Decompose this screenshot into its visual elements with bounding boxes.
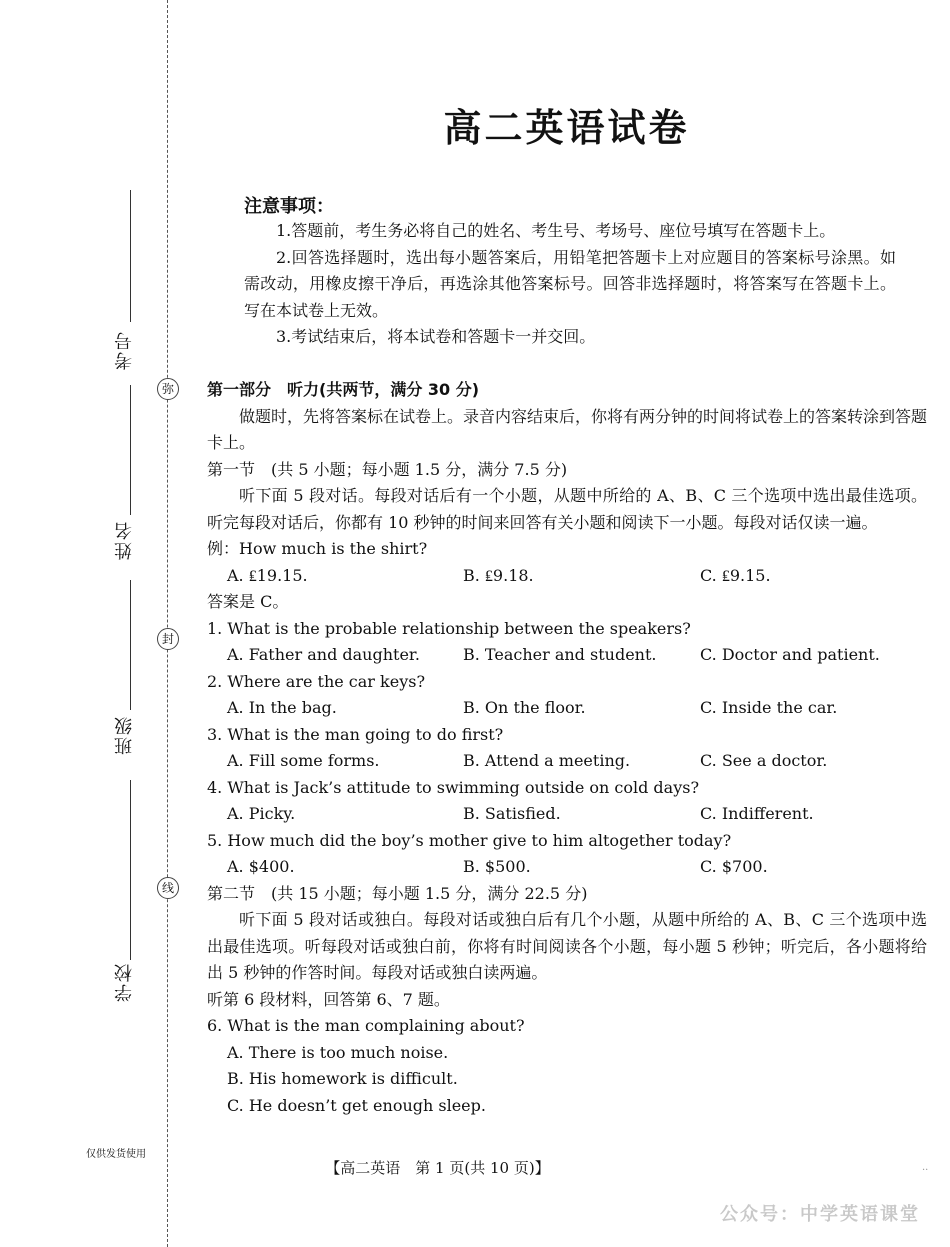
seal-char-mi: 弥 xyxy=(157,378,179,400)
section1-heading: 第一节 (共 5 小题；每小题 1.5 分，满分 7.5 分) xyxy=(207,459,568,479)
option-b: B. On the floor. xyxy=(463,698,586,717)
class-line[interactable] xyxy=(130,580,131,710)
question-5-options xyxy=(207,854,927,881)
question-4-options xyxy=(207,801,927,828)
notice-item: 1.答题前，考生务必将自己的姓名、考生号、考场号、座位号填写在答题卡上。 xyxy=(276,221,836,240)
name-label: 姓名 xyxy=(114,520,135,560)
option-c: C. Indifferent. xyxy=(700,804,814,823)
question-2-options xyxy=(207,695,927,722)
material-6-note: 听第 6 段材料，回答第 6、7 题。 xyxy=(207,989,450,1009)
option-a: A. Fill some forms. xyxy=(227,751,380,770)
binding-dashed-line xyxy=(167,0,168,1247)
question-3-options xyxy=(207,748,927,775)
option-c: C. Doctor and patient. xyxy=(700,645,880,664)
example-question: 例：How much is the shirt? xyxy=(207,539,428,558)
part1-intro: 做题时，先将答案标在试卷上。录音内容结束后，你将有两分钟的时间将试卷上的答案转涂到答题卡上。 xyxy=(207,406,928,452)
option-b: B. Satisfied. xyxy=(463,804,561,823)
school-label: 学校 xyxy=(114,962,135,1002)
option-c: C. He doesn’t get enough sleep. xyxy=(227,1095,486,1115)
notice-heading: 注意事项： xyxy=(244,196,334,217)
question-3: 3. What is the man going to do first? xyxy=(207,724,504,744)
option-b: B. ₤9.18. xyxy=(463,565,534,585)
notice-list xyxy=(244,218,896,351)
corner-dots: ·· xyxy=(922,1165,929,1176)
option-b: B. His homework is difficult. xyxy=(227,1069,458,1088)
option-c: C. See a doctor. xyxy=(700,751,828,770)
watermark: 公众号：中学英语课堂 xyxy=(720,1204,920,1225)
exam-number-line[interactable] xyxy=(130,190,131,322)
section1-instructions: 听下面 5 段对话。每段对话后有一个小题，从题中所给的 A、B、C 三个选项中选出最佳选项。听完每段对话后，你都有 10 秒钟的时间来回答有关小题和阅读下一小题。每段对话仅读一遍。 xyxy=(207,486,927,532)
listening-part xyxy=(207,377,927,1119)
question-6: 6. What is the man complaining about? xyxy=(207,1016,525,1035)
option-a: A. ₤19.15. xyxy=(227,565,308,585)
question-2: 2. Where are the car keys? xyxy=(207,671,426,691)
option-a: A. In the bag. xyxy=(227,698,337,717)
class-label: 班级 xyxy=(114,715,135,755)
name-line[interactable] xyxy=(130,385,131,515)
option-a: A. There is too much noise. xyxy=(227,1042,449,1062)
option-a: A. $400. xyxy=(227,857,295,876)
page-title: 高二英语试卷 xyxy=(443,106,690,150)
part1-heading: 第一部分 听力(共两节，满分 30 分) xyxy=(207,380,480,399)
notice-item: 2.回答选择题时，选出每小题答案后，用铅笔把答题卡上对应题目的答案标号涂黑。如需改动，用橡皮擦干净后，再选涂其他答案标号。回答非选择题时，将答案写在答题卡上。写在本试卷上无效。 xyxy=(244,247,896,320)
distribution-footnote: 仅供发货使用 xyxy=(86,1149,146,1160)
seal-char-xian: 线 xyxy=(157,877,179,899)
option-c: C. Inside the car. xyxy=(700,698,838,717)
option-c: C. $700. xyxy=(700,857,768,876)
option-b: B. Attend a meeting. xyxy=(463,751,631,770)
question-1: 1. What is the probable relationship between the speakers? xyxy=(207,618,691,638)
school-line[interactable] xyxy=(130,780,131,960)
example-answer: 答案是 C。 xyxy=(207,592,289,611)
option-c: C. ₤9.15. xyxy=(700,565,771,585)
seal-char-feng: 封 xyxy=(157,628,179,650)
section2-heading: 第二节 (共 15 小题；每小题 1.5 分，满分 22.5 分) xyxy=(207,883,588,903)
question-4: 4. What is Jack’s attitude to swimming outside on cold days? xyxy=(207,777,700,797)
option-b: B. $500. xyxy=(463,857,531,876)
notice-item: 3.考试结束后，将本试卷和答题卡一并交回。 xyxy=(276,327,596,346)
question-5: 5. How much did the boy’s mother give to him altogether today? xyxy=(207,830,732,850)
section2-instructions: 听下面 5 段对话或独白。每段对话或独白后有几个小题，从题中所给的 A、B、C 三个选项中选出最佳选项。听每段对话或独白前，你将有时间阅读各个小题，每小题 5 秒钟；听完后，各小题将给出 5 秒钟的作答时间。每段对话或独白读两遍。 xyxy=(207,910,927,982)
exam-number-label: 考号 xyxy=(114,330,135,370)
option-b: B. Teacher and student. xyxy=(463,645,657,664)
question-1-options xyxy=(207,642,927,669)
example-options xyxy=(207,563,927,590)
option-a: A. Picky. xyxy=(227,804,296,823)
page-footer: 【高二英语 第 1 页(共 10 页)】 xyxy=(325,1159,550,1177)
option-a: A. Father and daughter. xyxy=(227,645,420,664)
